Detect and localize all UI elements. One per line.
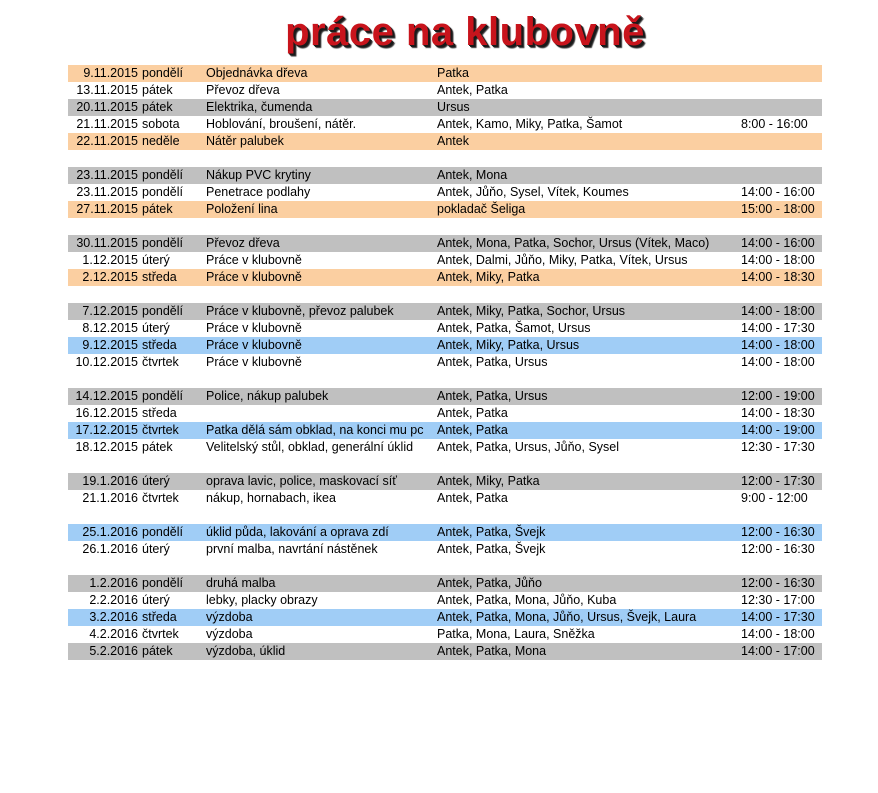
task-cell: Převoz dřeva	[206, 83, 280, 97]
date-cell: 8.12.2015	[82, 321, 138, 335]
table-row	[68, 184, 822, 201]
day-cell: sobota	[142, 117, 180, 131]
task-cell: Nátěr palubek	[206, 134, 284, 148]
date-cell: 30.11.2015	[76, 236, 138, 250]
date-cell: 13.11.2015	[76, 83, 138, 97]
spacer-row	[68, 507, 822, 524]
table-row	[68, 82, 822, 99]
date-cell: 9.12.2015	[82, 338, 138, 352]
time-cell: 12:00 - 16:30	[741, 525, 815, 539]
people-cell: Antek, Mona	[437, 168, 508, 182]
date-cell: 25.1.2016	[82, 525, 138, 539]
task-cell: nákup, hornabach, ikea	[206, 491, 336, 505]
people-cell: Antek, Patka	[437, 423, 508, 437]
table-row	[68, 99, 822, 116]
date-cell: 9.11.2015	[83, 66, 138, 80]
time-cell: 14:00 - 16:00	[741, 185, 815, 199]
spacer-row	[68, 286, 822, 303]
people-cell: Antek, Patka, Mona, Jůňo, Kuba	[437, 593, 617, 607]
table-row	[68, 609, 822, 626]
date-cell: 5.2.2016	[89, 644, 138, 658]
task-cell: Objednávka dřeva	[206, 66, 308, 80]
day-cell: středa	[142, 270, 177, 284]
time-cell: 12:00 - 19:00	[741, 389, 815, 403]
people-cell: Patka	[437, 66, 469, 80]
day-cell: pondělí	[142, 525, 184, 539]
date-cell: 27.11.2015	[76, 202, 138, 216]
people-cell: Antek, Dalmi, Jůňo, Miky, Patka, Vítek, Ursus	[437, 253, 688, 267]
day-cell: pondělí	[142, 576, 184, 590]
task-cell: úklid půda, lakování a oprava zdí	[206, 525, 389, 539]
task-cell: Práce v klubovně	[206, 321, 302, 335]
date-cell: 21.1.2016	[82, 491, 138, 505]
date-cell: 23.11.2015	[76, 185, 138, 199]
people-cell: Patka, Mona, Laura, Sněžka	[437, 627, 595, 641]
people-cell: Antek, Miky, Patka, Ursus	[437, 338, 580, 352]
date-cell: 1.12.2015	[82, 253, 138, 267]
day-cell: pátek	[142, 202, 173, 216]
table-row	[68, 490, 822, 507]
day-cell: čtvrtek	[142, 491, 179, 505]
people-cell: Antek, Miky, Patka	[437, 270, 540, 284]
day-cell: pondělí	[142, 389, 184, 403]
spacer-row	[68, 150, 822, 167]
time-cell: 14:00 - 18:00	[741, 627, 815, 641]
people-cell: Antek, Patka	[437, 406, 508, 420]
table-row	[68, 439, 822, 456]
people-cell: Ursus	[437, 100, 470, 114]
table-row	[68, 303, 822, 320]
task-cell: první malba, navrtání nástěnek	[206, 542, 378, 556]
time-cell: 14:00 - 18:00	[741, 253, 815, 267]
date-cell: 16.12.2015	[75, 406, 138, 420]
people-cell: Antek, Patka, Ursus	[437, 355, 548, 369]
time-cell: 14:00 - 18:00	[741, 355, 815, 369]
table-row	[68, 201, 822, 218]
day-cell: úterý	[142, 253, 170, 267]
spacer-row	[68, 371, 822, 388]
date-cell: 21.11.2015	[76, 117, 138, 131]
day-cell: pondělí	[142, 185, 184, 199]
people-cell: Antek, Patka, Šamot, Ursus	[437, 321, 591, 335]
time-cell: 12:00 - 17:30	[741, 474, 815, 488]
time-cell: 12:00 - 16:30	[741, 542, 815, 556]
day-cell: pondělí	[142, 304, 184, 318]
day-cell: pondělí	[142, 168, 184, 182]
schedule-table	[68, 65, 822, 660]
date-cell: 10.12.2015	[75, 355, 138, 369]
people-cell: Antek, Miky, Patka	[437, 474, 540, 488]
people-cell: Antek, Patka	[437, 491, 508, 505]
people-cell: Antek, Patka	[437, 83, 508, 97]
day-cell: úterý	[142, 542, 170, 556]
people-cell: Antek, Patka, Švejk	[437, 542, 546, 556]
task-cell: výzdoba	[206, 627, 253, 641]
spacer-row	[68, 558, 822, 575]
date-cell: 2.2.2016	[89, 593, 138, 607]
table-row	[68, 252, 822, 269]
table-row	[68, 524, 822, 541]
day-cell: středa	[142, 610, 177, 624]
day-cell: úterý	[142, 474, 170, 488]
time-cell: 14:00 - 17:30	[741, 321, 815, 335]
people-cell: Antek, Patka, Mona, Jůňo, Ursus, Švejk, Laura	[437, 610, 697, 624]
time-cell: 14:00 - 18:30	[741, 270, 815, 284]
table-row	[68, 541, 822, 558]
table-row	[68, 167, 822, 184]
day-cell: středa	[142, 338, 177, 352]
table-row	[68, 337, 822, 354]
table-row	[68, 235, 822, 252]
task-cell: Police, nákup palubek	[206, 389, 329, 403]
day-cell: čtvrtek	[142, 627, 179, 641]
date-cell: 3.2.2016	[89, 610, 138, 624]
people-cell: Antek	[437, 134, 469, 148]
time-cell: 12:30 - 17:30	[741, 440, 815, 454]
table-row	[68, 575, 822, 592]
date-cell: 20.11.2015	[76, 100, 138, 114]
table-row	[68, 473, 822, 490]
task-cell: Položení lina	[206, 202, 278, 216]
task-cell: lebky, placky obrazy	[206, 593, 318, 607]
people-cell: Antek, Patka, Mona	[437, 644, 547, 658]
time-cell: 9:00 - 12:00	[741, 491, 808, 505]
day-cell: pondělí	[142, 66, 184, 80]
task-cell: Práce v klubovně	[206, 355, 302, 369]
people-cell: Antek, Patka, Ursus, Jůňo, Sysel	[437, 440, 620, 454]
task-cell: Penetrace podlahy	[206, 185, 311, 199]
people-cell: Antek, Patka, Jůňo	[437, 576, 542, 590]
table-row	[68, 269, 822, 286]
time-cell: 14:00 - 18:00	[741, 304, 815, 318]
time-cell: 14:00 - 18:00	[741, 338, 815, 352]
date-cell: 19.1.2016	[82, 474, 138, 488]
task-cell: Hoblování, broušení, nátěr.	[206, 117, 357, 131]
page-title: práce na klubovně	[285, 10, 645, 54]
time-cell: 14:00 - 19:00	[741, 423, 815, 437]
people-cell: Antek, Jůňo, Sysel, Vítek, Koumes	[437, 185, 629, 199]
date-cell: 1.2.2016	[89, 576, 138, 590]
table-row	[68, 133, 822, 150]
people-cell: Antek, Patka, Ursus	[437, 389, 548, 403]
day-cell: pátek	[142, 644, 173, 658]
date-cell: 14.12.2015	[75, 389, 138, 403]
task-cell: Převoz dřeva	[206, 236, 280, 250]
date-cell: 26.1.2016	[82, 542, 138, 556]
table-row	[68, 643, 822, 660]
people-cell: Antek, Miky, Patka, Sochor, Ursus	[437, 304, 626, 318]
day-cell: čtvrtek	[142, 355, 179, 369]
people-cell: Antek, Patka, Švejk	[437, 525, 546, 539]
date-cell: 2.12.2015	[82, 270, 138, 284]
date-cell: 17.12.2015	[75, 423, 138, 437]
time-cell: 14:00 - 18:30	[741, 406, 815, 420]
task-cell: výzdoba, úklid	[206, 644, 286, 658]
people-cell: Antek, Kamo, Miky, Patka, Šamot	[437, 117, 623, 131]
task-cell: druhá malba	[206, 576, 276, 590]
task-cell: Elektrika, čumenda	[206, 100, 313, 114]
table-row	[68, 422, 822, 439]
task-cell: výzdoba	[206, 610, 253, 624]
time-cell: 12:30 - 17:00	[741, 593, 815, 607]
date-cell: 18.12.2015	[75, 440, 138, 454]
day-cell: pátek	[142, 100, 173, 114]
time-cell: 8:00 - 16:00	[741, 117, 808, 131]
task-cell: Práce v klubovně	[206, 253, 302, 267]
spacer-row	[68, 218, 822, 235]
task-cell: Práce v klubovně	[206, 338, 302, 352]
time-cell: 14:00 - 16:00	[741, 236, 815, 250]
day-cell: pátek	[142, 83, 173, 97]
time-cell: 14:00 - 17:30	[741, 610, 815, 624]
day-cell: čtvrtek	[142, 423, 179, 437]
task-cell: Práce v klubovně, převoz palubek	[206, 304, 394, 318]
table-row	[68, 354, 822, 371]
date-cell: 7.12.2015	[82, 304, 138, 318]
task-cell: Patka dělá sám obklad, na konci mu pc	[206, 423, 424, 437]
table-row	[68, 592, 822, 609]
table-row	[68, 320, 822, 337]
day-cell: pondělí	[142, 236, 184, 250]
people-cell: pokladač Šeliga	[437, 202, 526, 216]
task-cell: oprava lavic, police, maskovací síť	[206, 474, 397, 488]
date-cell: 23.11.2015	[76, 168, 138, 182]
date-cell: 4.2.2016	[89, 627, 138, 641]
day-cell: středa	[142, 406, 177, 420]
task-cell: Velitelský stůl, obklad, generální úklid	[206, 440, 414, 454]
day-cell: úterý	[142, 321, 170, 335]
day-cell: pátek	[142, 440, 173, 454]
table-row	[68, 405, 822, 422]
time-cell: 14:00 - 17:00	[741, 644, 815, 658]
table-row	[68, 65, 822, 82]
table-row	[68, 388, 822, 405]
task-cell: Nákup PVC krytiny	[206, 168, 311, 182]
time-cell: 12:00 - 16:30	[741, 576, 815, 590]
day-cell: úterý	[142, 593, 170, 607]
table-row	[68, 116, 822, 133]
people-cell: Antek, Mona, Patka, Sochor, Ursus (Vítek, Maco)	[437, 236, 710, 250]
table-row	[68, 626, 822, 643]
spacer-row	[68, 456, 822, 473]
task-cell: Práce v klubovně	[206, 270, 302, 284]
day-cell: neděle	[142, 134, 180, 148]
date-cell: 22.11.2015	[76, 134, 138, 148]
time-cell: 15:00 - 18:00	[741, 202, 815, 216]
